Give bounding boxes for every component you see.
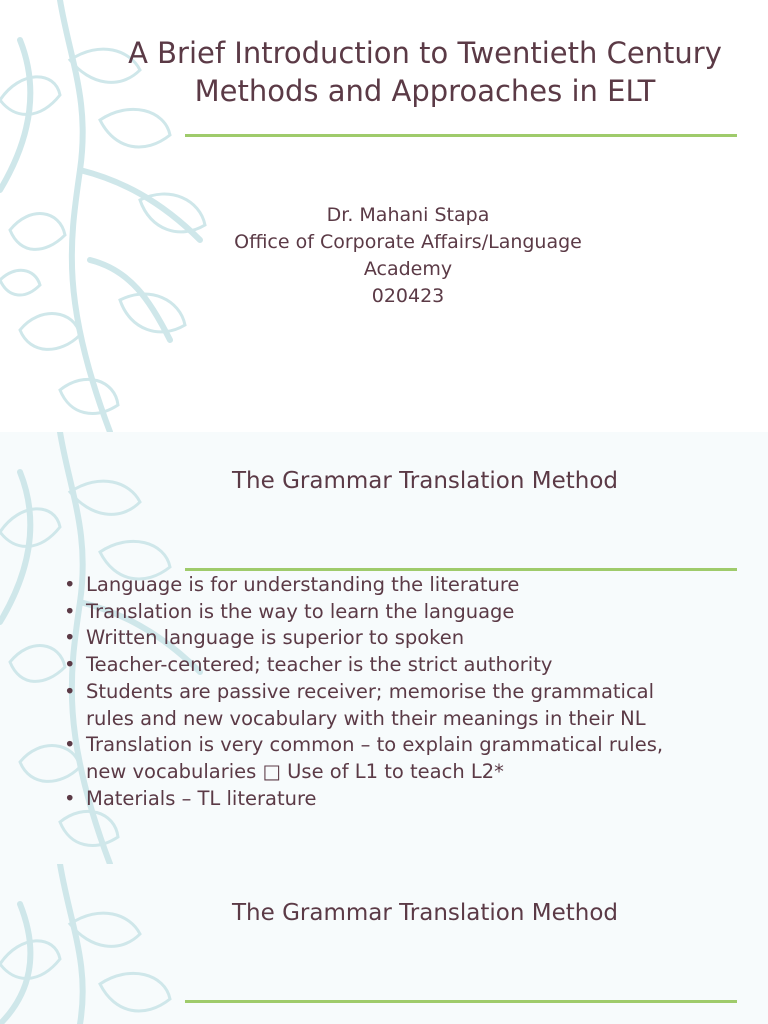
slide-grammar-translation-continued: [0, 864, 768, 1024]
author-block: [140, 202, 676, 310]
heading-underline: [185, 568, 737, 571]
title-underline: [185, 134, 737, 137]
author-office-line-1: Office of Corporate Affairs/Language: [234, 231, 582, 253]
list-item: • Language is for understanding the literature: [60, 572, 700, 599]
list-item: • Materials – TL literature: [60, 786, 700, 813]
list-item: • Translation is the way to learn the language: [60, 599, 700, 626]
list-item: • Written language is superior to spoken: [60, 625, 700, 652]
slide-heading: The Grammar Translation Method: [231, 900, 619, 926]
slide-title: [0, 0, 768, 432]
list-item: • Translation is very common – to explain grammatical rules, new vocabularies □ Use of L1 to teach L2*: [60, 732, 700, 785]
author-office-line-2: Academy: [363, 258, 453, 280]
list-item: • Teacher-centered; teacher is the strict authority: [60, 652, 700, 679]
author-code: 020423: [371, 285, 445, 307]
author-name: Dr. Mahani Stapa: [326, 204, 490, 226]
heading-underline: [185, 1000, 737, 1003]
slide-grammar-translation: [0, 432, 768, 864]
bullet-list: [60, 572, 700, 812]
slide-heading: The Grammar Translation Method: [231, 468, 619, 494]
list-item: • Students are passive receiver; memorise the grammatical rules and new vocabulary with their meanings in their NL: [60, 679, 700, 732]
presentation-title: A Brief Introduction to Twentieth Century Methods and Approaches in ELT: [128, 36, 722, 108]
